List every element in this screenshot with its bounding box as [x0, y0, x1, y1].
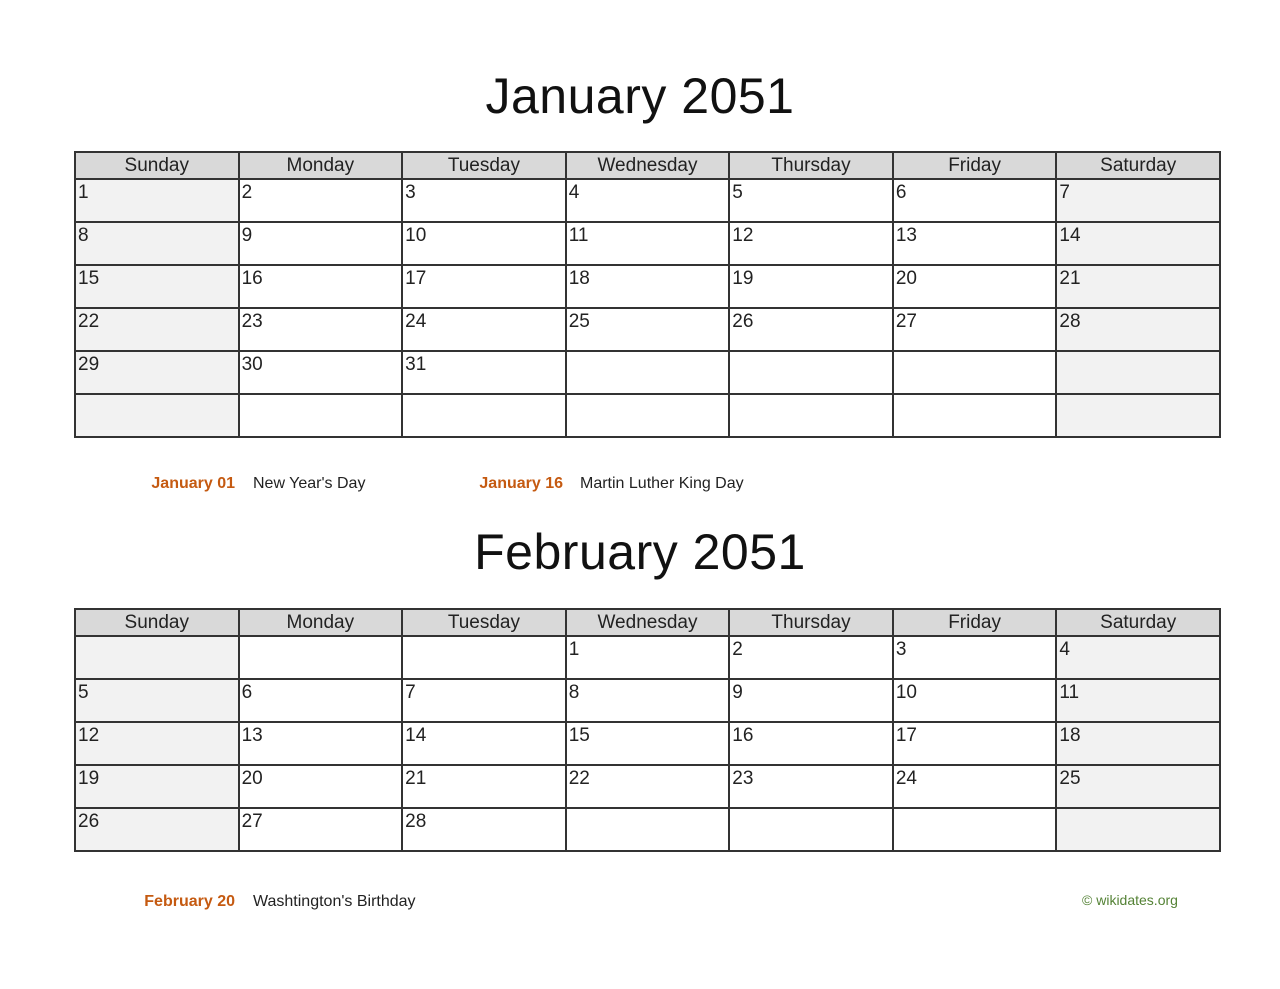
holiday-name: Washtington's Birthday	[253, 893, 416, 910]
week-row	[75, 351, 1220, 394]
day-cell: 19	[75, 765, 239, 808]
day-cell: 6	[893, 179, 1057, 222]
day-cell: 2	[239, 179, 403, 222]
day-cell: 10	[893, 679, 1057, 722]
day-cell	[566, 351, 730, 394]
day-cell: 23	[729, 765, 893, 808]
day-cell	[893, 351, 1057, 394]
day-cell	[566, 808, 730, 851]
weekday-header-tuesday: Tuesday	[402, 152, 566, 179]
day-cell	[566, 394, 730, 437]
weekday-header-monday: Monday	[239, 609, 403, 636]
day-cell: 28	[402, 808, 566, 851]
day-cell: 2	[729, 636, 893, 679]
day-cell: 14	[402, 722, 566, 765]
day-cell: 8	[566, 679, 730, 722]
copyright-icon: ©	[1082, 892, 1093, 908]
day-cell	[402, 394, 566, 437]
day-cell: 13	[893, 222, 1057, 265]
holiday-name: New Year's Day	[253, 475, 366, 492]
day-cell: 31	[402, 351, 566, 394]
weekday-header-friday: Friday	[893, 152, 1057, 179]
weekday-header-tuesday: Tuesday	[402, 609, 566, 636]
day-cell: 3	[893, 636, 1057, 679]
day-cell: 22	[566, 765, 730, 808]
weekday-header-row	[75, 609, 1220, 636]
day-cell: 27	[239, 808, 403, 851]
day-cell	[893, 808, 1057, 851]
week-row	[75, 636, 1220, 679]
day-cell: 21	[402, 765, 566, 808]
day-cell: 14	[1056, 222, 1220, 265]
day-cell: 5	[729, 179, 893, 222]
holiday-name: Martin Luther King Day	[580, 475, 744, 492]
week-row	[75, 808, 1220, 851]
day-cell: 1	[566, 636, 730, 679]
weekday-header-sunday: Sunday	[75, 609, 239, 636]
day-cell: 23	[239, 308, 403, 351]
day-cell: 6	[239, 679, 403, 722]
holiday-date: January 01	[151, 475, 235, 492]
day-cell: 29	[75, 351, 239, 394]
weekday-header-sunday: Sunday	[75, 152, 239, 179]
day-cell: 18	[566, 265, 730, 308]
day-cell: 3	[402, 179, 566, 222]
day-cell: 17	[893, 722, 1057, 765]
day-cell	[75, 636, 239, 679]
february-month-title: February 2051	[474, 524, 806, 580]
day-cell: 11	[1056, 679, 1220, 722]
day-cell: 1	[75, 179, 239, 222]
day-cell: 10	[402, 222, 566, 265]
wikidates-credit[interactable]	[1082, 891, 1178, 909]
day-cell: 25	[566, 308, 730, 351]
day-cell: 5	[75, 679, 239, 722]
weekday-header-saturday: Saturday	[1056, 152, 1220, 179]
day-cell	[729, 394, 893, 437]
february-calendar-grid	[74, 608, 1221, 852]
weekday-header-saturday: Saturday	[1056, 609, 1220, 636]
day-cell	[729, 808, 893, 851]
day-cell	[1056, 808, 1220, 851]
day-cell: 7	[1056, 179, 1220, 222]
day-cell: 4	[1056, 636, 1220, 679]
week-row	[75, 308, 1220, 351]
holiday-date: February 20	[144, 893, 235, 910]
day-cell: 20	[239, 765, 403, 808]
weekday-header-friday: Friday	[893, 609, 1057, 636]
day-cell: 26	[729, 308, 893, 351]
weekday-header-row	[75, 152, 1220, 179]
holiday-date: January 16	[479, 475, 563, 492]
january-month-title: January 2051	[485, 68, 795, 124]
day-cell	[729, 351, 893, 394]
day-cell: 15	[75, 265, 239, 308]
week-row	[75, 722, 1220, 765]
day-cell	[1056, 394, 1220, 437]
week-row	[75, 765, 1220, 808]
weekday-header-thursday: Thursday	[729, 152, 893, 179]
weekday-header-monday: Monday	[239, 152, 403, 179]
weekday-header-wednesday: Wednesday	[566, 152, 730, 179]
day-cell: 7	[402, 679, 566, 722]
day-cell: 16	[729, 722, 893, 765]
day-cell: 4	[566, 179, 730, 222]
day-cell: 9	[729, 679, 893, 722]
weekday-header-wednesday: Wednesday	[566, 609, 730, 636]
day-cell: 17	[402, 265, 566, 308]
day-cell: 19	[729, 265, 893, 308]
day-cell: 18	[1056, 722, 1220, 765]
credit-link[interactable]: wikidates.org	[1096, 892, 1178, 908]
january-calendar-grid	[74, 151, 1221, 438]
day-cell: 24	[402, 308, 566, 351]
day-cell: 28	[1056, 308, 1220, 351]
week-row	[75, 222, 1220, 265]
week-row	[75, 679, 1220, 722]
week-row	[75, 394, 1220, 437]
day-cell: 15	[566, 722, 730, 765]
day-cell: 16	[239, 265, 403, 308]
day-cell: 24	[893, 765, 1057, 808]
week-row	[75, 265, 1220, 308]
day-cell: 20	[893, 265, 1057, 308]
day-cell: 26	[75, 808, 239, 851]
day-cell	[402, 636, 566, 679]
day-cell: 13	[239, 722, 403, 765]
day-cell: 27	[893, 308, 1057, 351]
day-cell: 30	[239, 351, 403, 394]
day-cell: 11	[566, 222, 730, 265]
day-cell: 21	[1056, 265, 1220, 308]
day-cell	[239, 636, 403, 679]
weekday-header-thursday: Thursday	[729, 609, 893, 636]
day-cell: 9	[239, 222, 403, 265]
day-cell	[893, 394, 1057, 437]
day-cell	[75, 394, 239, 437]
week-row	[75, 179, 1220, 222]
day-cell	[1056, 351, 1220, 394]
day-cell: 25	[1056, 765, 1220, 808]
day-cell: 8	[75, 222, 239, 265]
day-cell: 12	[729, 222, 893, 265]
day-cell: 22	[75, 308, 239, 351]
day-cell: 12	[75, 722, 239, 765]
day-cell	[239, 394, 403, 437]
